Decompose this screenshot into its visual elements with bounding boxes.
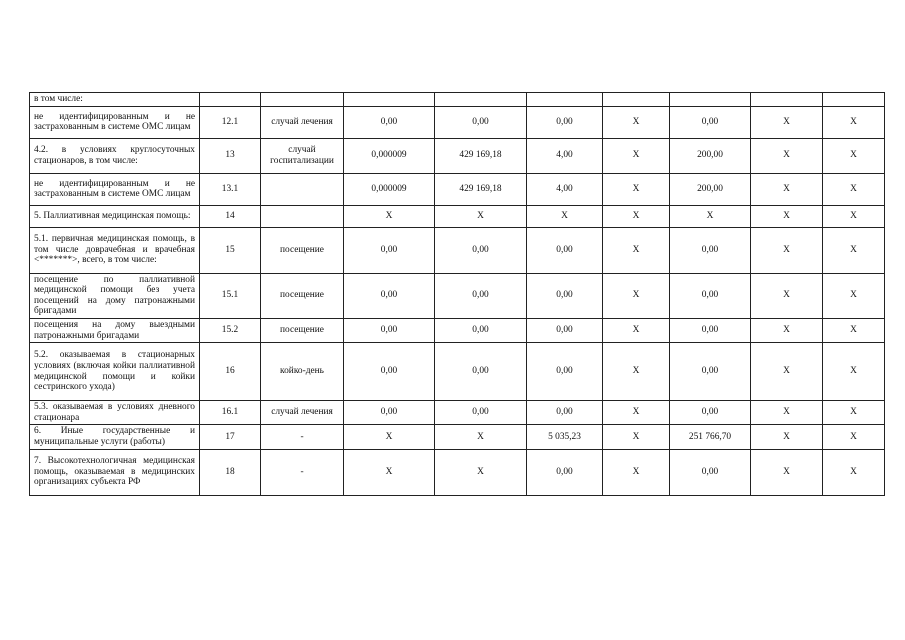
row-number: 16.1 — [200, 401, 261, 425]
value-cell: X — [670, 205, 751, 227]
value-cell: 0,00 — [435, 318, 527, 342]
row-number: 13 — [200, 138, 261, 173]
value-cell: X — [435, 205, 527, 227]
value-cell: 0,00 — [527, 106, 603, 138]
table-row — [30, 343, 885, 401]
value-cell: X — [751, 401, 823, 425]
value-cell: 0,00 — [527, 273, 603, 318]
unit-cell: - — [261, 449, 344, 495]
table-cell — [344, 93, 435, 107]
value-cell: 5 035,23 — [527, 425, 603, 449]
table-row — [30, 425, 885, 449]
value-cell: X — [527, 205, 603, 227]
value-cell: X — [823, 227, 885, 273]
unit-cell — [261, 173, 344, 205]
unit-cell: койко-день — [261, 343, 344, 401]
value-cell: 0,000009 — [344, 138, 435, 173]
value-cell: 251 766,70 — [670, 425, 751, 449]
table-cell — [200, 93, 261, 107]
value-cell: 0,00 — [435, 273, 527, 318]
table-body — [30, 93, 885, 496]
value-cell: X — [823, 318, 885, 342]
value-cell: X — [823, 138, 885, 173]
value-cell: X — [823, 425, 885, 449]
value-cell: X — [603, 205, 670, 227]
value-cell: 4,00 — [527, 138, 603, 173]
value-cell: X — [823, 173, 885, 205]
row-number: 15.2 — [200, 318, 261, 342]
value-cell: X — [751, 343, 823, 401]
row-number: 15.1 — [200, 273, 261, 318]
value-cell: 0,00 — [435, 227, 527, 273]
value-cell: X — [603, 343, 670, 401]
value-cell: 0,00 — [527, 401, 603, 425]
value-cell: X — [751, 425, 823, 449]
row-label: посещения на дому выездными патронажными бригадами — [30, 318, 200, 342]
value-cell: X — [823, 449, 885, 495]
value-cell: X — [823, 106, 885, 138]
value-cell: 0,00 — [527, 227, 603, 273]
row-number: 13.1 — [200, 173, 261, 205]
row-number: 12.1 — [200, 106, 261, 138]
value-cell: X — [823, 401, 885, 425]
unit-cell: случай госпитализации — [261, 138, 344, 173]
value-cell: X — [344, 425, 435, 449]
value-cell: 0,00 — [344, 273, 435, 318]
unit-cell: посещение — [261, 318, 344, 342]
value-cell: X — [603, 273, 670, 318]
unit-cell: - — [261, 425, 344, 449]
table-cell — [823, 93, 885, 107]
value-cell: 0,00 — [344, 106, 435, 138]
table-cell — [435, 93, 527, 107]
row-number: 18 — [200, 449, 261, 495]
row-label: 5.1. первичная медицинская помощь, в том числе доврачебная и врачебная <*******>, всего, в том числе: — [30, 227, 200, 273]
table-row — [30, 106, 885, 138]
value-cell: X — [751, 173, 823, 205]
table-row — [30, 273, 885, 318]
table-cell — [751, 93, 823, 107]
value-cell: 0,00 — [670, 106, 751, 138]
value-cell: X — [823, 205, 885, 227]
value-cell: 0,00 — [527, 318, 603, 342]
value-cell: X — [344, 449, 435, 495]
value-cell: X — [603, 401, 670, 425]
value-cell: X — [603, 449, 670, 495]
row-label: не идентифицированным и не застрахованным в системе ОМС лицам — [30, 106, 200, 138]
unit-cell: посещение — [261, 227, 344, 273]
row-label: в том числе: — [30, 93, 200, 107]
table-cell — [527, 93, 603, 107]
table-row — [30, 401, 885, 425]
value-cell: X — [751, 449, 823, 495]
value-cell: 200,00 — [670, 173, 751, 205]
value-cell: 0,00 — [435, 106, 527, 138]
unit-cell: случай лечения — [261, 401, 344, 425]
table-row — [30, 173, 885, 205]
row-label: 6. Иные государственные и муниципальные услуги (работы) — [30, 425, 200, 449]
table-cell — [261, 93, 344, 107]
value-cell: X — [751, 273, 823, 318]
row-number: 14 — [200, 205, 261, 227]
table-cell — [670, 93, 751, 107]
table-row — [30, 205, 885, 227]
volume-cost-table — [29, 92, 885, 496]
unit-cell: посещение — [261, 273, 344, 318]
value-cell: 0,000009 — [344, 173, 435, 205]
row-label: 5.3. оказываемая в условиях дневного стационара — [30, 401, 200, 425]
value-cell: 0,00 — [527, 449, 603, 495]
value-cell: 0,00 — [670, 273, 751, 318]
row-number: 16 — [200, 343, 261, 401]
row-label: 5. Паллиативная медицинская помощь: — [30, 205, 200, 227]
table-row — [30, 227, 885, 273]
value-cell: 0,00 — [344, 343, 435, 401]
value-cell: 4,00 — [527, 173, 603, 205]
value-cell: X — [603, 106, 670, 138]
value-cell: 0,00 — [670, 401, 751, 425]
value-cell: 0,00 — [344, 401, 435, 425]
value-cell: 200,00 — [670, 138, 751, 173]
row-number: 17 — [200, 425, 261, 449]
value-cell: 0,00 — [344, 227, 435, 273]
value-cell: X — [823, 273, 885, 318]
row-label: 5.2. оказываемая в стационарных условиях (включая койки паллиативной медицинской помощи и койки сестринского ухода) — [30, 343, 200, 401]
value-cell: X — [751, 138, 823, 173]
row-label: посещение по паллиативной медицинской помощи без учета посещений на дому патронажными бригадами — [30, 273, 200, 318]
row-label: не идентифицированным и не застрахованным в системе ОМС лицам — [30, 173, 200, 205]
value-cell: X — [603, 173, 670, 205]
table-row — [30, 318, 885, 342]
table-row — [30, 93, 885, 107]
unit-cell: случай лечения — [261, 106, 344, 138]
value-cell: X — [603, 318, 670, 342]
value-cell: 0,00 — [344, 318, 435, 342]
value-cell: 0,00 — [527, 343, 603, 401]
value-cell: X — [751, 318, 823, 342]
value-cell: 0,00 — [670, 449, 751, 495]
row-label: 7. Высокотехнологичная медицинская помощь, оказываемая в медицинских организациях субъекта РФ — [30, 449, 200, 495]
value-cell: 0,00 — [435, 343, 527, 401]
value-cell: 0,00 — [670, 318, 751, 342]
row-number: 15 — [200, 227, 261, 273]
table-row — [30, 449, 885, 495]
value-cell: 0,00 — [435, 401, 527, 425]
value-cell: X — [435, 449, 527, 495]
value-cell: X — [823, 343, 885, 401]
value-cell: X — [603, 425, 670, 449]
value-cell: 0,00 — [670, 343, 751, 401]
table-cell — [603, 93, 670, 107]
value-cell: X — [751, 227, 823, 273]
value-cell: X — [751, 205, 823, 227]
value-cell: X — [344, 205, 435, 227]
value-cell: X — [435, 425, 527, 449]
value-cell: X — [751, 106, 823, 138]
value-cell: 0,00 — [670, 227, 751, 273]
table-row — [30, 138, 885, 173]
value-cell: X — [603, 227, 670, 273]
unit-cell — [261, 205, 344, 227]
value-cell: 429 169,18 — [435, 138, 527, 173]
row-label: 4.2. в условиях круглосуточных стационаров, в том числе: — [30, 138, 200, 173]
value-cell: X — [603, 138, 670, 173]
value-cell: 429 169,18 — [435, 173, 527, 205]
